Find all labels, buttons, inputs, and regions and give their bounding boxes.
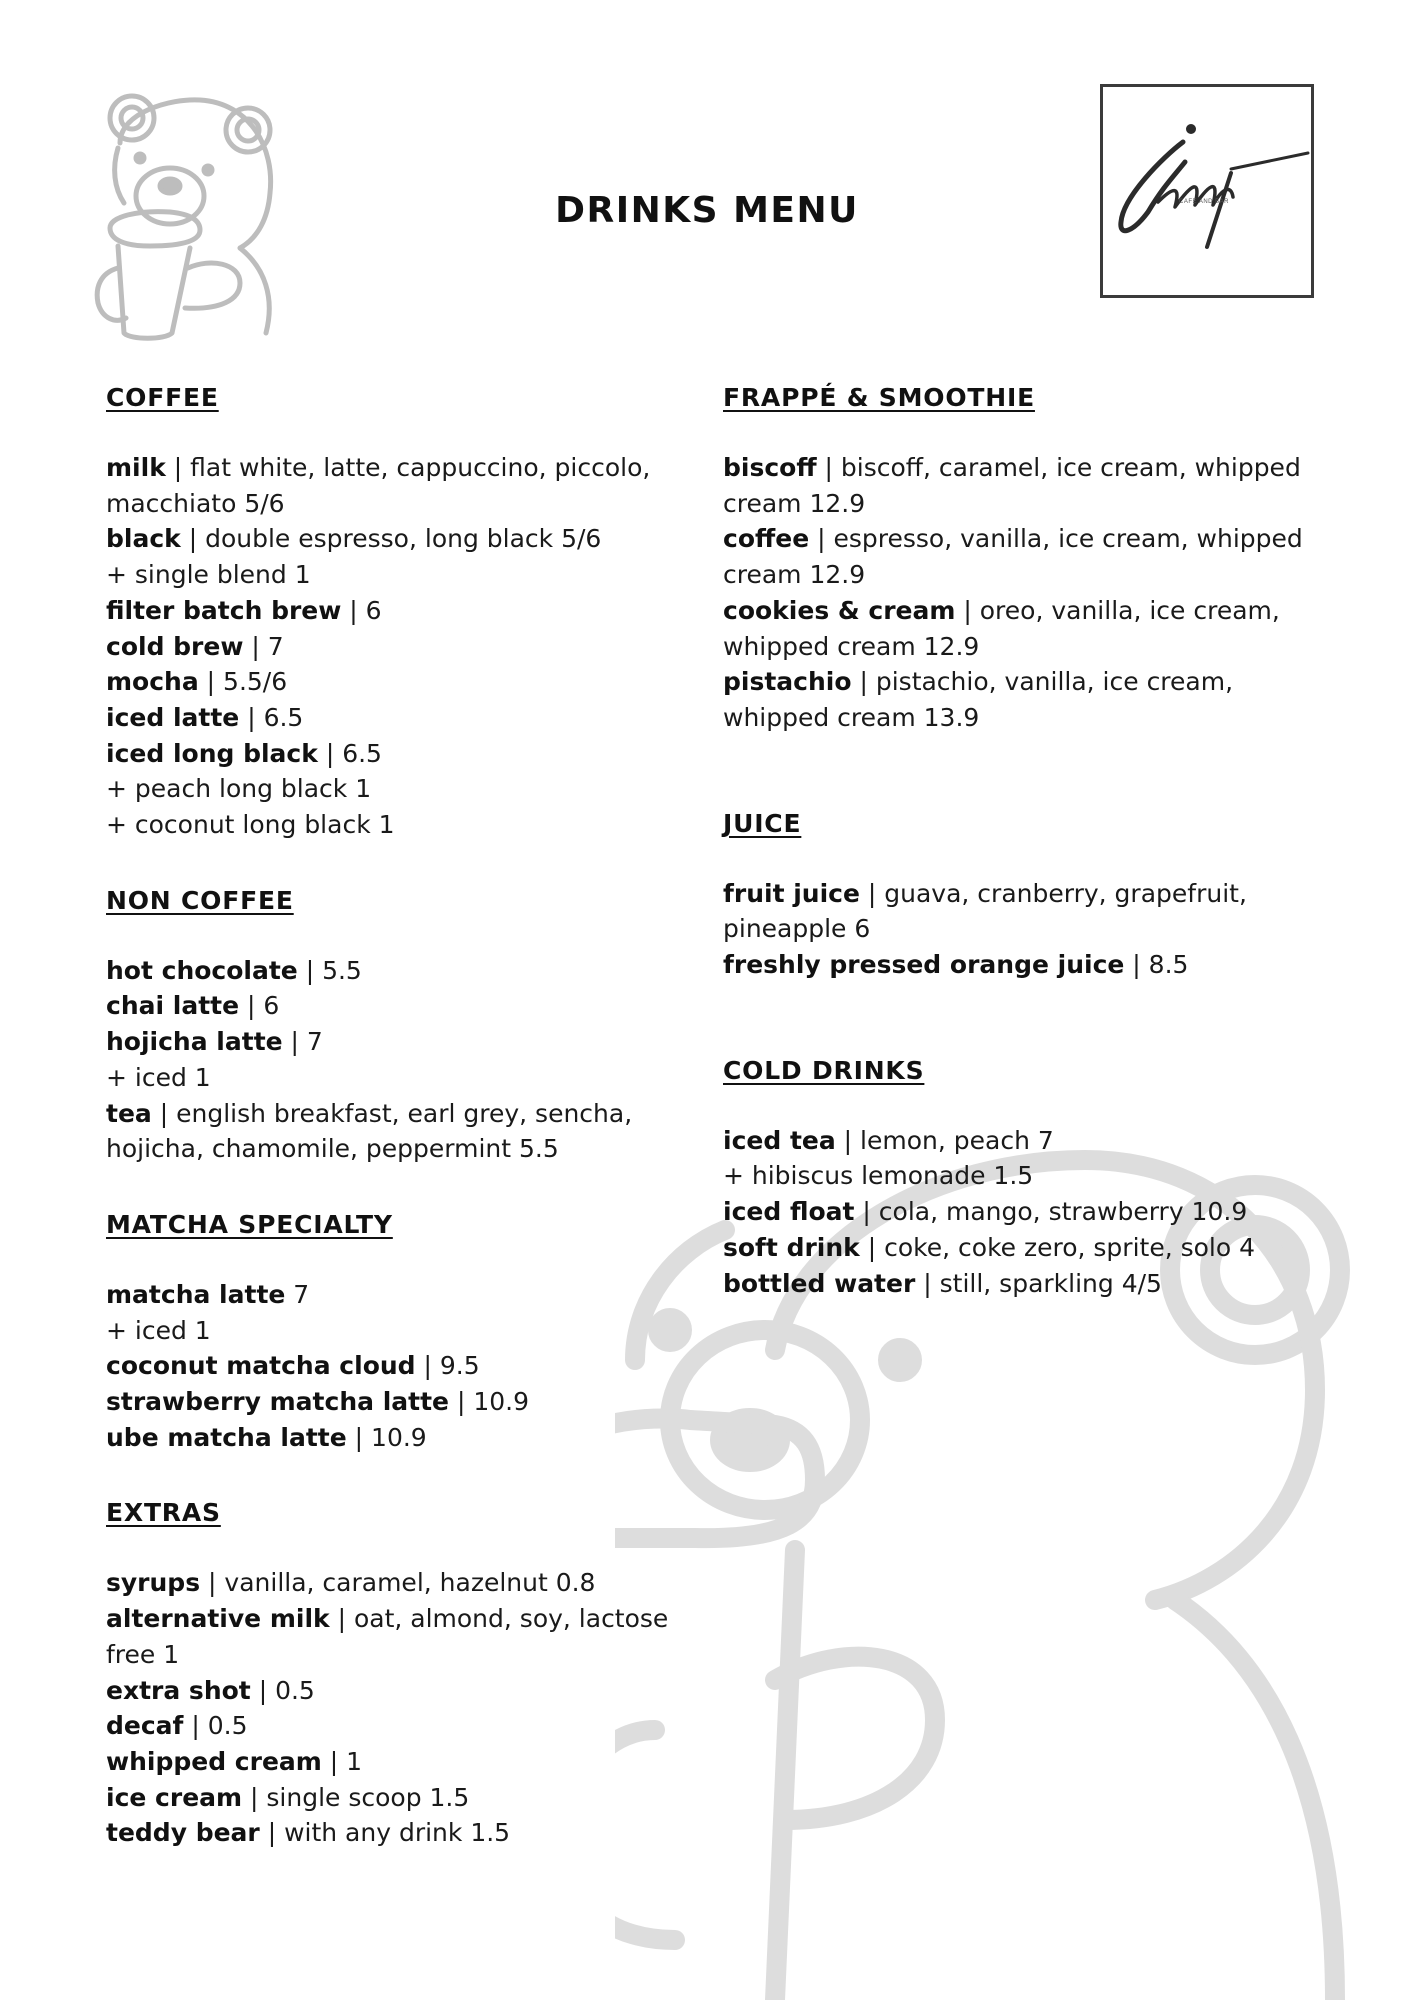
item-detail: | 7: [243, 631, 284, 661]
menu-item: [106, 1780, 676, 1816]
section-juice: [723, 806, 1333, 983]
menu-item: [106, 1384, 676, 1420]
item-name: iced long black: [106, 738, 318, 768]
menu-item: [723, 1123, 1333, 1159]
item-name: pistachio: [723, 667, 852, 697]
menu-item: [106, 953, 676, 989]
menu-item: [106, 736, 676, 772]
menu-column-left: [106, 380, 676, 1851]
item-detail: | 10.9: [449, 1387, 529, 1417]
section-heading: FRAPPÉ & SMOOTHIE: [723, 383, 1035, 412]
item-detail: | pistachio, vanilla, ice cream, whipped cream 13.9: [723, 667, 1234, 732]
item-detail: | 9.5: [415, 1351, 480, 1381]
section-heading: COLD DRINKS: [723, 1055, 925, 1085]
item-name: milk: [106, 453, 166, 482]
menu-item: [106, 1313, 676, 1349]
item-detail: | 6: [341, 595, 382, 625]
item-name: iced float: [723, 1197, 855, 1227]
menu-item: [106, 1815, 676, 1851]
menu-item: [106, 1673, 676, 1709]
menu-item: [106, 1277, 676, 1313]
item-detail: | espresso, vanilla, ice cream, whipped cream 12.9: [723, 524, 1303, 590]
menu-item: [723, 1158, 1333, 1194]
menu-item: [723, 521, 1333, 592]
section-matcha-specialty: [106, 1207, 676, 1456]
item-name: coffee: [723, 524, 810, 554]
item-name: whipped cream: [106, 1746, 322, 1776]
logo-subtitle: CAFE AND BAR: [1179, 199, 1230, 205]
menu-item: [106, 771, 676, 807]
item-detail: | oat, almond, soy, lactose free 1: [106, 1604, 669, 1669]
menu-item: [106, 807, 676, 843]
item-detail: | 6.5: [239, 702, 304, 732]
item-detail: | with any drink 1.5: [259, 1818, 511, 1848]
item-name: cookies & cream: [723, 595, 956, 625]
item-detail: + single blend 1: [106, 560, 311, 590]
item-name: ube matcha latte: [106, 1422, 347, 1452]
menu-item: [106, 1024, 676, 1060]
item-detail: | coke, coke zero, sprite, solo 4: [859, 1232, 1256, 1262]
section-heading: NON COFFEE: [106, 885, 294, 915]
item-name: tea: [106, 1098, 152, 1128]
menu-item: [723, 1266, 1333, 1302]
item-name: iced latte: [106, 702, 240, 732]
item-detail: | oreo, vanilla, ice cream, whipped cream 12.9: [723, 595, 1280, 661]
section-heading: MATCHA SPECIALTY: [106, 1209, 393, 1239]
menu-item: [106, 450, 676, 521]
item-detail: | 5.5/6: [198, 667, 288, 697]
item-detail: | biscoff, caramel, ice cream, whipped cream 12.9: [723, 453, 1301, 518]
item-list: [723, 876, 1333, 983]
item-list: [106, 1277, 676, 1456]
item-detail: | single scoop 1.5: [242, 1782, 470, 1812]
item-name: fruit juice: [723, 878, 860, 908]
menu-item: [106, 521, 676, 557]
item-list: [723, 450, 1333, 736]
item-name: biscoff: [723, 453, 817, 482]
menu-item: [723, 1194, 1333, 1230]
section-heading: EXTRAS: [106, 1498, 221, 1528]
item-name: matcha latte: [106, 1279, 286, 1309]
item-detail: + iced 1: [106, 1062, 211, 1092]
item-list: [723, 1123, 1333, 1302]
item-detail: | cola, mango, strawberry 10.9: [854, 1197, 1248, 1227]
item-name: black: [106, 524, 181, 554]
item-name: freshly pressed orange juice: [723, 950, 1125, 980]
menu-item: [723, 593, 1333, 664]
item-detail: | guava, cranberry, grapefruit, pineapple 6: [723, 878, 1247, 944]
menu-item: [106, 1565, 676, 1601]
section-heading: COFFEE: [106, 383, 219, 412]
menu-item: [106, 988, 676, 1024]
item-name: bottled water: [723, 1268, 916, 1298]
section-heading: JUICE: [723, 808, 802, 838]
menu-item: [106, 1348, 676, 1384]
menu-item: [106, 593, 676, 629]
item-name: decaf: [106, 1711, 184, 1741]
menu-item: [723, 876, 1333, 947]
menu-item: [106, 557, 676, 593]
menu-item: [106, 1708, 676, 1744]
item-name: hojicha latte: [106, 1027, 283, 1057]
item-detail: + coconut long black 1: [106, 810, 395, 840]
item-detail: | 8.5: [1124, 950, 1189, 980]
item-detail: | still, sparkling 4/5: [915, 1268, 1162, 1298]
item-detail: | 0.5: [250, 1675, 315, 1705]
item-detail: | 10.9: [346, 1422, 427, 1452]
item-detail: | 1: [321, 1746, 363, 1776]
item-name: cold brew: [106, 631, 244, 661]
item-name: ice cream: [106, 1782, 243, 1812]
page-title: DRINKS MENU: [555, 190, 859, 231]
section-non-coffee: [106, 883, 676, 1167]
item-detail: | double espresso, long black 5/6: [180, 524, 602, 554]
item-detail: | flat white, latte, cappuccino, piccolo, macchiato 5/6: [106, 453, 651, 518]
menu-item: [106, 1744, 676, 1780]
menu-item: [106, 1096, 676, 1167]
item-detail: + iced 1: [106, 1315, 211, 1345]
item-name: coconut matcha cloud: [106, 1351, 416, 1381]
item-list: [106, 1565, 676, 1851]
item-detail: | lemon, peach 7: [835, 1125, 1054, 1155]
item-detail: | 6: [239, 991, 280, 1021]
menu-item: [723, 1230, 1333, 1266]
menu-item: [106, 1420, 676, 1456]
item-list: [106, 450, 676, 843]
item-name: syrups: [106, 1568, 201, 1598]
section-cold-drinks: [723, 1053, 1333, 1302]
item-detail: + peach long black 1: [106, 774, 372, 804]
menu-column-right: [723, 380, 1333, 1301]
item-detail: | 7: [282, 1027, 323, 1057]
item-list: [106, 953, 676, 1167]
section-frappe-smoothie: [723, 380, 1333, 736]
menu-item: [106, 629, 676, 665]
menu-item: [106, 1601, 676, 1672]
menu-item: [723, 664, 1333, 735]
item-name: teddy bear: [106, 1818, 260, 1848]
item-name: filter batch brew: [106, 595, 342, 625]
item-name: hot chocolate: [106, 955, 298, 985]
item-detail: | 5.5: [297, 955, 362, 985]
item-detail: | english breakfast, earl grey, sencha, hojicha, chamomile, peppermint 5.5: [106, 1098, 633, 1164]
item-name: iced tea: [723, 1125, 836, 1155]
menu-item: [106, 664, 676, 700]
item-name: mocha: [106, 667, 199, 697]
section-coffee: [106, 380, 676, 843]
menu-item: [723, 947, 1333, 983]
section-extras: [106, 1495, 676, 1851]
item-detail: | 0.5: [183, 1711, 248, 1741]
item-name: chai latte: [106, 991, 240, 1021]
item-detail: 7: [285, 1279, 310, 1309]
item-name: extra shot: [106, 1675, 251, 1705]
item-detail: + hibiscus lemonade 1.5: [723, 1161, 1034, 1191]
menu-item: [106, 700, 676, 736]
menu-item: [723, 450, 1333, 521]
item-name: strawberry matcha latte: [106, 1387, 449, 1417]
item-detail: | 6.5: [317, 738, 382, 768]
menu-item: [106, 1060, 676, 1096]
item-name: soft drink: [723, 1232, 860, 1262]
item-detail: | vanilla, caramel, hazelnut 0.8: [200, 1568, 596, 1598]
item-name: alternative milk: [106, 1604, 330, 1634]
